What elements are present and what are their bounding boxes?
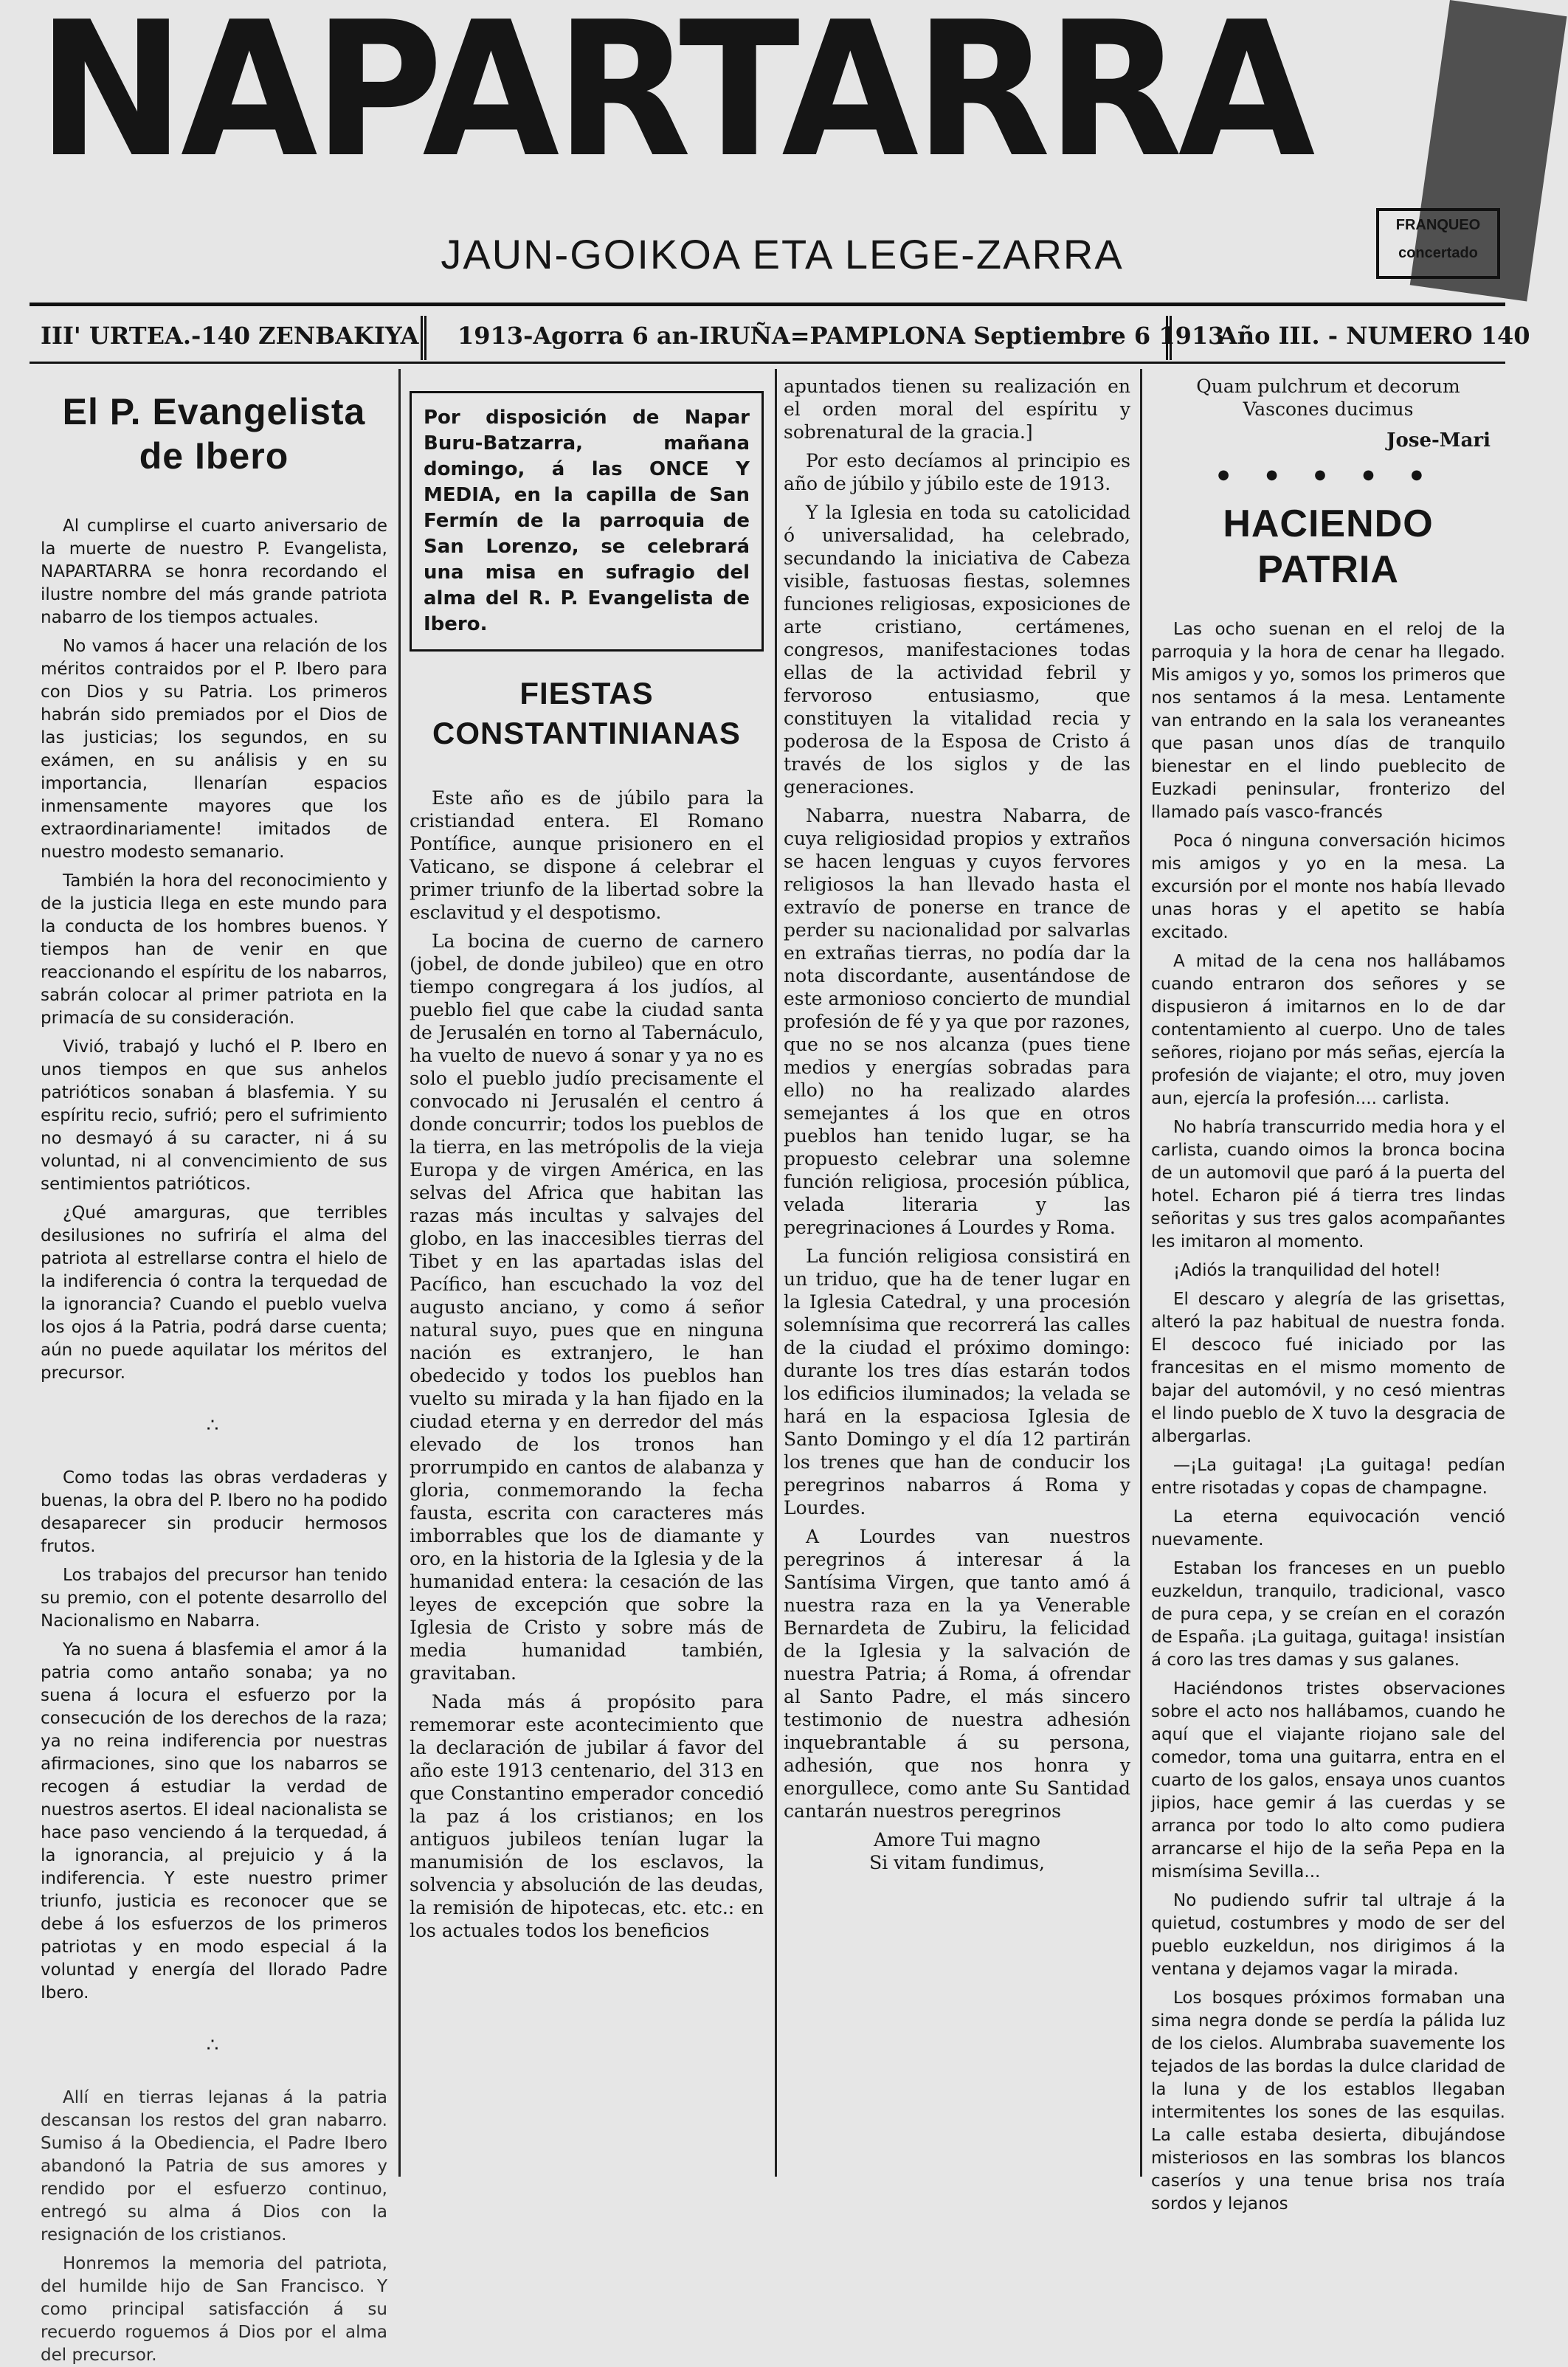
section-dots: ∴ xyxy=(206,1414,222,1437)
issue-date: 1913-Agorra 6 an-IRUÑA=PAMPLONA Septiembre 6 1913 xyxy=(457,322,1225,350)
paragraph: Los bosques próximos formaban una sima negra donde se perdía la pálida luz de los cielos. Alumbraba suavemente los tejados de las bordas la dulce claridad de la luna y de los establos llegaban intermitentes los sones de las esquilas. La calle estaba desierta, dibujándose misteriosos en las sombras los blancos caseríos y una tenue brisa nos traía sordos y lejanos xyxy=(1151,1988,1505,2214)
paragraph: Nada más á propósito para rememorar este acontecimiento que la declaración de jubilar á favor del año este 1913 centenario, del 313 en que Constantino emperador concedió la paz á los cristianos; en los antiguos jubileos tenían lugar la manumisión de los esclavos, la solvencia y absolución de las deudas, la remisión de hipotecas, etc. etc.: en los actuales todos los beneficios xyxy=(410,1691,764,1941)
paragraph: A mitad de la cena nos hallábamos cuando entraron dos señores y se dispusieron á imitarnos en lo de dar contentamiento al cuerpo. Uno de tales señores, riojano por más señas, ejercía la profesión de viajante; el otro, muy joven aun, ejercía la profesión.... carlista. xyxy=(1151,952,1505,1108)
paragraph: No pudiendo sufrir tal ultraje á la quietud, costumbres y modo de ser del pueblo euzkeldun, nos dirigimos á la ventana y dejamos vagar la mirada. xyxy=(1151,1891,1505,1979)
paragraph: apuntados tienen su realización en el orden moral del espíritu y sobrenatural de la gracia.] xyxy=(784,376,1130,443)
column-ibero xyxy=(41,375,387,2365)
date-bar-bottom-rule xyxy=(30,362,1505,364)
date-bar xyxy=(30,316,1530,360)
column-rule xyxy=(775,369,777,2177)
column-fiestas-continued xyxy=(784,375,1130,2175)
paragraph: Vivió, trabajó y luchó el P. Ibero en unos tiempos en que sus anhelos patrióticos sonaban á blasfemia. Y su espíritu recio, sufrió; pero el sufrimiento no desmayó á su caracter, ni á su voluntad, ni al convencimiento de sus sentimientos patrióticos. xyxy=(41,1037,387,1194)
section-dots: ● ● ● ● ● xyxy=(1218,467,1439,483)
paragraph: Las ocho suenan en el reloj de la parroquia y la hora de cenar ha llegado. Mis amigos y yo, somos los primeros que nos sentamos á la mesa. Lentamente van entrando en la sala los veraneantes que pasan unos días de tranquilo bienestar en el lindo pueblecito de Euzkadi peninsular, fronterizo del llamado país vasco-francés xyxy=(1151,620,1505,822)
column-fiestas xyxy=(410,391,764,2191)
franqueo-box xyxy=(1376,208,1500,279)
franqueo-line-1: FRANQUEO xyxy=(1395,217,1481,233)
column-rule xyxy=(398,369,401,2177)
verse-line: Si vitam fundimus, xyxy=(869,1852,1045,1873)
paragraph: Al cumplirse el cuarto aniversario de la muerte de nuestro P. Evangelista, NAPARTARRA se honra recordando el ilustre nombre del más grande patriota nabarro de los tiempos actuales. xyxy=(41,516,387,627)
paragraph: Honremos la memoria del patriota, del humilde hijo de San Francisco. Y como principal satisfacción á su recuerdo roguemos á Dios por el alma del precursor. xyxy=(41,2254,387,2365)
verse-line: Amore Tui magno xyxy=(874,1829,1040,1851)
section-dots: ∴ xyxy=(206,2034,222,2056)
paragraph: No habría transcurrido media hora y el carlista, cuando oimos la bronca bocina de un automovil que paró á la puerta del hotel. Echaron pié á tierra tres lindas señoritas y sus tres galos acompañantes les imitaron al momento. xyxy=(1151,1118,1505,1251)
paragraph: Ya no suena á blasfemia el amor á la patria como antaño sonaba; ya no suena á locura el esfuerzo por la consecución de los derechos de la raza; ya no reina indiferencia por nuestras afirmaciones, sino que los nabarros se recogen á estudiar la verdad de nuestros asertos. El ideal nacionalista se hace paso venciendo á la terquedad, á la ignorancia, al prejuicio y á la indiferencia. Y este nuestro primer triunfo, justicia es reconocer que se debe á los esfuerzos de los primeros patriotas y en modo especial á la voluntad y energía del llorado Padre Ibero. xyxy=(41,1640,387,2003)
article-title-ibero: El P. Evangelista de Ibero xyxy=(62,391,366,477)
verse-line: Quam pulchrum et decorum xyxy=(1196,376,1460,397)
paragraph: ¡Adiós la tranquilidad del hotel! xyxy=(1173,1261,1441,1280)
article-title-patria: HACIENDO PATRIA xyxy=(1223,502,1434,591)
paragraph: Estaban los franceses en un pueblo euzkeldun, tranquilo, tradicional, vasco de pura cepa, y se creían en el corazón de España. ¡La guitaga, guitaga! insistían á coro las tres damas y sus galanes. xyxy=(1151,1559,1505,1670)
verse-line: Vascones ducimus xyxy=(1243,398,1414,420)
paragraph: Allí en tierras lejanas á la patria descansan los restos del gran nabarro. Sumiso á la Obediencia, el Padre Ibero abandonó la Patria de sus amores y rendido por el esfuerzo continuo, entregó su alma á Dios con la resignación de los cristianos. xyxy=(41,2088,387,2245)
issue-spanish: Año III. - NUMERO 140 xyxy=(1219,322,1530,350)
masthead-motto: JAUN-GOIKOA ETA LEGE-ZARRA xyxy=(441,231,1124,277)
column-rule xyxy=(1140,369,1142,2177)
paragraph: Nabarra, nuestra Nabarra, de cuya religiosidad propios y extraños se hacen lenguas y cuyos fervores religiosos la han llevado hasta el extravío de ponerse en trance de perder su nacionalidad por salvarlas en extrañas tierras, no podía dar la nota discordante, ausentándose de este armonioso concierto de mundial profesión de fé y ya que por razones, que no se nos alcanza (pues tiene medios y energías sobradas para ello) no ha realizado alardes semejantes á los que en otros pueblos han tenido lugar, se ha propuesto celebrar una solemne función religiosa, procesión pública, velada literaria y las peregrinaciones á Lourdes y Roma. xyxy=(784,805,1130,1238)
paragraph: La bocina de cuerno de carnero (jobel, de donde jubileo) que en otro tiempo congregara á los judíos, al pueblo fiel que cabe la ciudad santa de Jerusalén en torno al Tabernáculo, ha vuelto de nuevo á sonar y ya no es solo el pueblo judío precisamente el convocado ni Jerusalén el centro á donde concurrir; todos los pueblos de la tierra, en las metrópolis de la vieja Europa y de virgen América, en las selvas del Africa que habitan las razas más incultas y salvajes del globo, en las inaccesibles tierras del Tibet y en las apartadas islas del Pacífico, han escuchado la voz del augusto anciano, y como á señor natural suyo, pues que en ninguna nación es extranjero, le han obedecido y todos los pueblos han vuelto su mirada y la han fijado en la ciudad eterna y en derredor del más elevado de los tronos han prorrumpido en cantos de alabanza y gloria, conmemorando la fecha fausta, escrita con caracteres más imborrables que los de diamante y oro, en la historia de la Iglesia y de la humanidad entera: la cesación de las leyes de excepción que sobre la Iglesia de Cristo y sobre más de media humanidad también, gravitaban. xyxy=(410,930,764,1684)
paragraph: —¡La guitaga! ¡La guitaga! pedían entre risotadas y copas de champagne. xyxy=(1151,1456,1505,1498)
mass-notice: Por disposición de Napar Buru-Batzarra, mañana domingo, á las ONCE Y MEDIA, en la capilla de San Fermín de la parroquia de San Lorenzo, se celebrará una misa en sufragio del alma del R. P. Evangelista de Ibero. xyxy=(410,391,764,652)
paragraph: Por esto decíamos al principio es año de júbilo y júbilo este de 1913. xyxy=(784,450,1130,494)
issue-basque: III' URTEA.-140 ZENBAKIYA xyxy=(41,322,419,350)
paragraph: Este año es de júbilo para la cristiandad entera. El Romano Pontífice, aunque prisionero en el Vaticano, se dispone á celebrar el primer triunfo de la libertad sobre la esclavitud y el despotismo. xyxy=(410,787,764,923)
paragraph: No vamos á hacer una relación de los méritos contraidos por el P. Ibero para con Dios y su Patria. Los primeros habrán sido premiados por el Dios de las justicias; los segundos, en su exámen, en su análisis y en su importancia, llenarían espacios inmensamente mayores que los extraordinariamente! imitados de nuestro modesto semanario. xyxy=(41,637,387,862)
franqueo-line-2: concertado xyxy=(1398,245,1478,261)
date-separator xyxy=(421,316,426,360)
paragraph: ¿Qué amarguras, que terribles desilusiones no sufriría el alma del patriota al estrellarse contra el hielo de la indiferencia ó contra la terquedad de la ignorancia? Cuando el pueblo vuelva los ojos á la Patria, podrá darse cuenta; aún no puede aquilatar los méritos del precursor. xyxy=(41,1203,387,1383)
date-separator xyxy=(1166,316,1172,360)
top-rule xyxy=(30,303,1505,306)
paragraph: Como todas las obras verdaderas y buenas, la obra del P. Ibero no ha podido desaparecer sin producir hermosos frutos. xyxy=(41,1468,387,1556)
paragraph: Haciéndonos tristes observaciones sobre el acto nos hallábamos, cuando he aquí que el viajante riojano sale del comedor, toma una guitarra, entra en el cuarto de los galos, ensaya unos cuantos jipios, hace gemir á las cuerdas y se arranca por todo lo alto como pudiera arrancarse el hijo de la seña Pepa en la mismísima Sevilla... xyxy=(1151,1679,1505,1881)
paragraph: La eterna equivocación venció nuevamente. xyxy=(1151,1507,1505,1549)
paragraph: También la hora del reconocimiento y de la justicia llega en este mundo para la conducta de los hombres buenos. Y tiempos han de venir en que reaccionando el espíritu de los nabarros, sabrán colocar al primer patriota en la primacía de su consideración. xyxy=(41,871,387,1028)
masthead-title: NAPARTARRA xyxy=(37,0,1311,198)
author-signature: Jose-Mari xyxy=(1386,429,1491,452)
paragraph: El descaro y alegría de las grisettas, alteró la paz habitual de nuestra fonda. El descoco fué iniciado por las francesitas en el mismo momento de bajar del automóvil, y no cesó mientras el lindo pueblo de X tuvo la desgracia de albergarlas. xyxy=(1151,1290,1505,1446)
paragraph: Poca ó ninguna conversación hicimos mis amigos y yo en la mesa. La excursión por el monte nos había llevado unas horas y el apetito se había excitado. xyxy=(1151,832,1505,942)
paragraph: Y la Iglesia en toda su catolicidad ó universalidad, ha celebrado, secundando la iniciativa de Cabeza visible, fastuosas fiestas, solemnes funciones religiosas, exposiciones de arte cristiano, certámenes, congresos, manifestaciones todas ellas de la actividad febril y fervoroso entusiasmo, que constituyen la vitalidad recia y poderosa de la Esposa de Cristo á través de los siglos y de las generaciones. xyxy=(784,502,1130,798)
paragraph: Los trabajos del precursor han tenido su premio, con el potente desarrollo del Nacionalismo en Nabarra. xyxy=(41,1566,387,1631)
paragraph: La función religiosa consistirá en un triduo, que ha de tener lugar en la Iglesia Catedral, y una procesión solemnísima que recorrerá las calles de la ciudad el próximo domingo: durante los tres días estarán todos los edificios iluminados; la velada se hará en la espaciosa Iglesia de Santo Domingo y el día 12 partirán los trenes que han de conducir los peregrinos nabarros á Roma y Lourdes. xyxy=(784,1245,1130,1518)
column-haciendo-patria xyxy=(1151,375,1505,2214)
article-title-fiestas: FIESTAS CONSTANTINIANAS xyxy=(432,676,741,750)
paragraph: A Lourdes van nuestros peregrinos á interesar á la Santísima Virgen, que tanto amó á nuestra raza en la ya Venerable Bernardeta de Zubiru, la felicidad de la Iglesia y la salvación de nuestra Patria; á Roma, á ofrendar al Santo Padre, el más sincero testimonio de nuestra adhesión inquebrantable á su persona, adhesión, que nos honra y enorgullece, como ante Su Santidad cantarán nuestros peregrinos xyxy=(784,1526,1130,1822)
